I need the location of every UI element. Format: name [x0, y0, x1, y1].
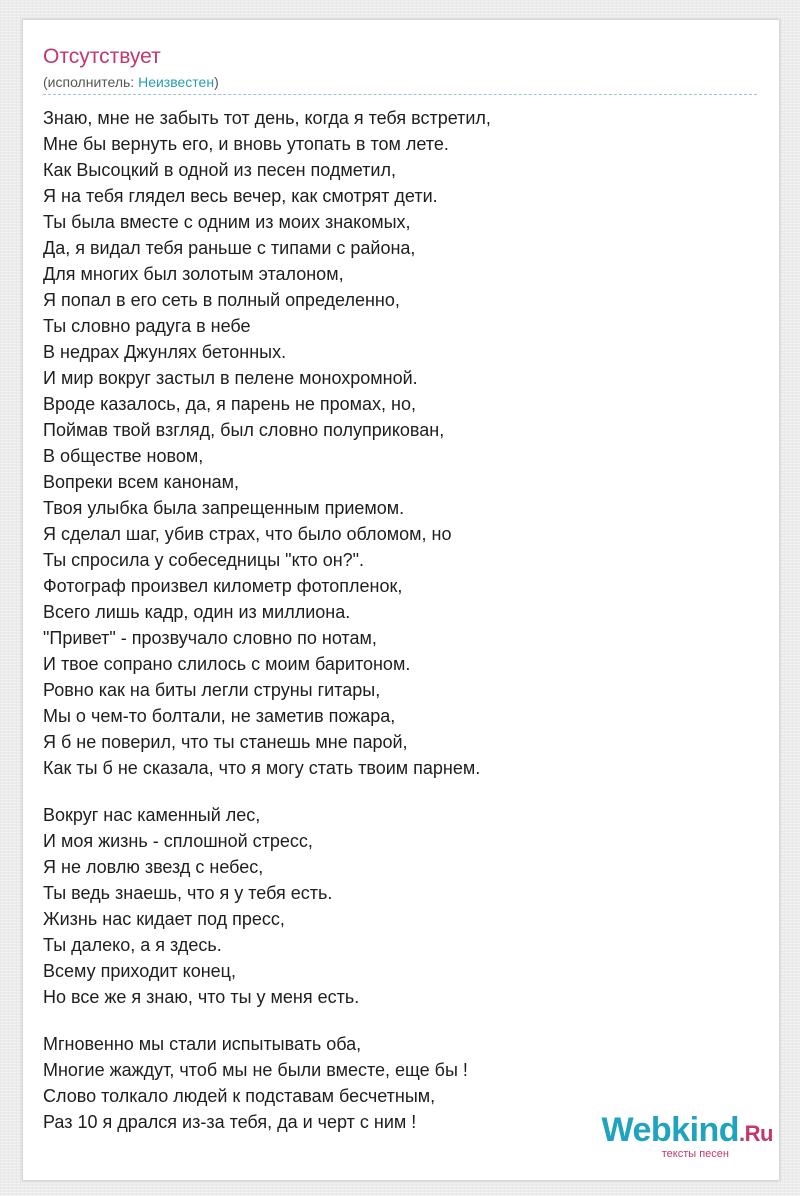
lyrics-stanza	[43, 802, 759, 1010]
artist-line	[43, 73, 219, 91]
song-title: Отсутствует	[43, 45, 161, 68]
lyrics-line: Всего лишь кадр, один из миллиона.	[43, 602, 351, 622]
lyrics-line: Как ты б не сказала, что я могу стать твоим парнем.	[43, 758, 481, 778]
site-logo[interactable]	[573, 1110, 773, 1170]
lyrics-line: Ты далеко, а я здесь.	[43, 935, 222, 955]
lyrics-line: Знаю, мне не забыть тот день, когда я тебя встретил,	[43, 108, 491, 128]
lyrics-line: И мир вокруг застыл в пелене монохромной.	[43, 368, 418, 388]
lyrics-line: Вопреки всем канонам,	[43, 472, 240, 492]
lyrics-line: Мы о чем-то болтали, не заметив пожара,	[43, 706, 396, 726]
lyrics-line: "Привет" - прозвучало словно по нотам,	[43, 628, 377, 648]
lyrics-line: Ты была вместе с одним из моих знакомых,	[43, 212, 411, 232]
lyrics-line: И моя жизнь - сплошной стресс,	[43, 831, 313, 851]
lyrics-stanza	[43, 105, 759, 781]
lyrics-line: Ты ведь знаешь, что я у тебя есть.	[43, 883, 333, 903]
lyrics-line: Для многих был золотым эталоном,	[43, 264, 344, 284]
lyrics-line: Мгновенно мы стали испытывать оба,	[43, 1034, 362, 1054]
lyrics-line: Раз 10 я дрался из-за тебя, да и черт с ним !	[43, 1112, 417, 1132]
lyrics-line: Поймав твой взгляд, был словно полуприкован,	[43, 420, 445, 440]
lyrics-line: Я б не поверил, что ты станешь мне парой,	[43, 732, 408, 752]
logo-tld: .Ru	[739, 1121, 773, 1146]
lyrics-line: Мне бы вернуть его, и вновь утопать в том лете.	[43, 134, 449, 154]
lyrics-line: Я на тебя глядел весь вечер, как смотрят дети.	[43, 186, 438, 206]
logo-tagline: тексты песен	[661, 1148, 729, 1160]
lyrics-line: Да, я видал тебя раньше с типами с района,	[43, 238, 416, 258]
lyrics-line: Как Высоцкий в одной из песен подметил,	[43, 160, 396, 180]
lyrics-line: Слово толкало людей к подставам бесчетным,	[43, 1086, 436, 1106]
lyrics-line: Ты спросила у собеседницы "кто он?".	[43, 550, 365, 570]
title-divider	[43, 94, 757, 95]
lyrics-line: В обществе новом,	[43, 446, 204, 466]
lyrics-card	[22, 19, 780, 1181]
lyrics-line: Фотограф произвел километр фотопленок,	[43, 576, 403, 596]
lyrics-line: Вроде казалось, да, я парень не промах, но,	[43, 394, 417, 414]
artist-prefix: (исполнитель:	[43, 74, 139, 90]
lyrics-line: Я сделал шаг, убив страх, что было обломом, но	[43, 524, 452, 544]
lyrics-line: И твое сопрано слилось с моим баритоном.	[43, 654, 411, 674]
lyrics-line: Ровно как на биты легли струны гитары,	[43, 680, 381, 700]
artist-suffix: )	[214, 74, 219, 90]
lyrics-line: Я попал в его сеть в полный определенно,	[43, 290, 400, 310]
lyrics-line: Вокруг нас каменный лес,	[43, 805, 261, 825]
lyrics-line: Жизнь нас кидает под пресс,	[43, 909, 285, 929]
lyrics-line: В недрах Джунлях бетонных.	[43, 342, 287, 362]
lyrics-line: Многие жаждут, чтоб мы не были вместе, еще бы !	[43, 1060, 468, 1080]
lyrics-line: Ты словно радуга в небе	[43, 316, 251, 336]
lyrics-body	[43, 105, 759, 1156]
lyrics-line: Но все же я знаю, что ты у меня есть.	[43, 987, 360, 1007]
artist-link[interactable]: Неизвестен	[138, 74, 215, 90]
lyrics-line: Твоя улыбка была запрещенным приемом.	[43, 498, 405, 518]
logo-name: Webkind	[601, 1111, 740, 1149]
lyrics-line: Я не ловлю звезд с небес,	[43, 857, 264, 877]
lyrics-line: Всему приходит конец,	[43, 961, 236, 981]
